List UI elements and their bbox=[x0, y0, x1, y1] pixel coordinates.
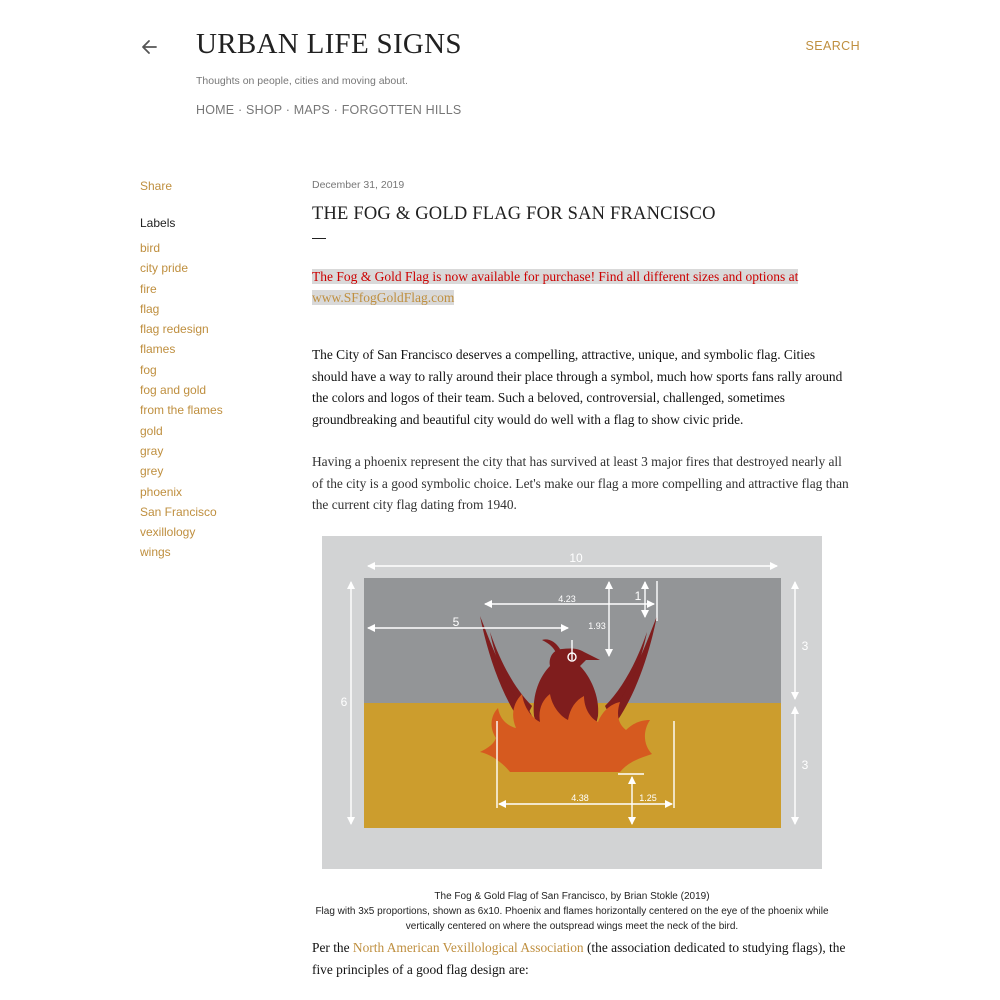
back-button[interactable] bbox=[139, 37, 161, 57]
site-tagline: Thoughts on people, cities and moving about. bbox=[196, 75, 408, 87]
label-link[interactable]: bird bbox=[140, 241, 161, 255]
dim-top-label: 3 bbox=[801, 639, 809, 653]
label-link[interactable]: vexillology bbox=[140, 525, 196, 540]
label-link[interactable]: from the flames bbox=[140, 403, 223, 418]
post-title: THE FOG & GOLD FLAG FOR SAN FRANCISCO bbox=[312, 204, 716, 224]
nav-separator: · bbox=[234, 103, 247, 117]
post-paragraph: Having a phoenix represent the city that has survived at least 3 major fires that destroyed nearly all of the city is a good symbolic choice. Let's make our flag a more compelling and attractive flag than the current city flag dating from 1940. bbox=[312, 454, 849, 512]
label-link[interactable]: phoenix bbox=[140, 484, 183, 499]
post-paragraph bbox=[312, 937, 852, 980]
nav-forgotten-hills[interactable]: FORGOTTEN HILLS bbox=[341, 103, 462, 117]
label-link[interactable]: city pride bbox=[140, 261, 189, 276]
dim-wing-top-label: 1 bbox=[634, 589, 642, 603]
flag-diagram bbox=[322, 536, 822, 869]
label-link[interactable]: fire bbox=[140, 281, 157, 296]
dim-left-offset-label: 5 bbox=[452, 615, 460, 629]
caption-title: The Fog & Gold Flag of San Francisco, by Brian Stokle (2019) bbox=[434, 891, 710, 902]
nav-shop[interactable]: SHOP bbox=[246, 103, 283, 117]
labels-list bbox=[140, 241, 223, 566]
label-link[interactable]: flag redesign bbox=[140, 322, 209, 337]
title-divider bbox=[312, 238, 326, 239]
main-nav bbox=[196, 103, 461, 117]
site-title[interactable]: URBAN LIFE SIGNS bbox=[196, 28, 462, 60]
nav-maps[interactable]: MAPS bbox=[293, 103, 330, 117]
nav-home[interactable]: HOME bbox=[196, 103, 235, 117]
dim-eye-drop-label: 1.93 bbox=[588, 621, 606, 631]
dim-flame-drop-label: 1.25 bbox=[639, 793, 657, 803]
search-button[interactable]: SEARCH bbox=[805, 39, 860, 53]
caption-description: Flag with 3x5 proportions, shown as 6x10. Phoenix and flames horizontally centered on the eye of the phoenix while vertically centered on where the outspread wings meet the neck of the bird. bbox=[315, 906, 829, 932]
post-paragraph: The City of San Francisco deserves a compelling, attractive, unique, and symbolic flag. Cities should have a way to rally around their place through a symbol, much how sports fans rally around the colors and logos of their team. Such a beloved, controversial, challenged, sometimes groundbreaking and beautiful city would do well with a flag to show civic pride. bbox=[312, 347, 843, 427]
nav-separator: · bbox=[282, 103, 294, 117]
figure-caption bbox=[312, 889, 832, 934]
label-link[interactable]: flag bbox=[140, 301, 160, 316]
dim-flame-width-label: 4.38 bbox=[571, 793, 589, 803]
dim-height-label: 6 bbox=[340, 695, 348, 709]
nav-separator: · bbox=[329, 103, 342, 117]
dim-wing-span-label: 4.23 bbox=[558, 594, 576, 604]
promo-notice bbox=[312, 266, 852, 308]
nava-link[interactable]: North American Vexillological Association bbox=[352, 940, 584, 955]
arrow-left-icon bbox=[139, 37, 161, 57]
flag-figure bbox=[322, 536, 822, 869]
promo-link[interactable]: www.SFfogGoldFlag.com bbox=[312, 290, 455, 305]
dim-width-label: 10 bbox=[569, 551, 583, 565]
label-link[interactable]: San Francisco bbox=[140, 504, 217, 519]
label-link[interactable]: gold bbox=[140, 423, 163, 438]
label-link[interactable]: wings bbox=[140, 545, 171, 560]
dim-bottom-label: 3 bbox=[801, 758, 809, 772]
label-link[interactable]: flames bbox=[140, 342, 176, 357]
paragraph-text: Per the bbox=[312, 940, 353, 955]
label-link[interactable]: fog bbox=[140, 362, 157, 377]
labels-heading: Labels bbox=[140, 216, 176, 230]
label-link[interactable]: fog and gold bbox=[140, 383, 207, 398]
paragraph-text: (the association dedicated to studying flags), the five principles of a good flag design are: bbox=[312, 940, 846, 977]
label-link[interactable]: grey bbox=[140, 464, 164, 479]
post-date: December 31, 2019 bbox=[312, 179, 405, 191]
label-link[interactable]: gray bbox=[140, 443, 164, 458]
promo-text: The Fog & Gold Flag is now available for purchase! Find all different sizes and options at bbox=[312, 269, 799, 284]
share-button[interactable]: Share bbox=[140, 179, 173, 193]
